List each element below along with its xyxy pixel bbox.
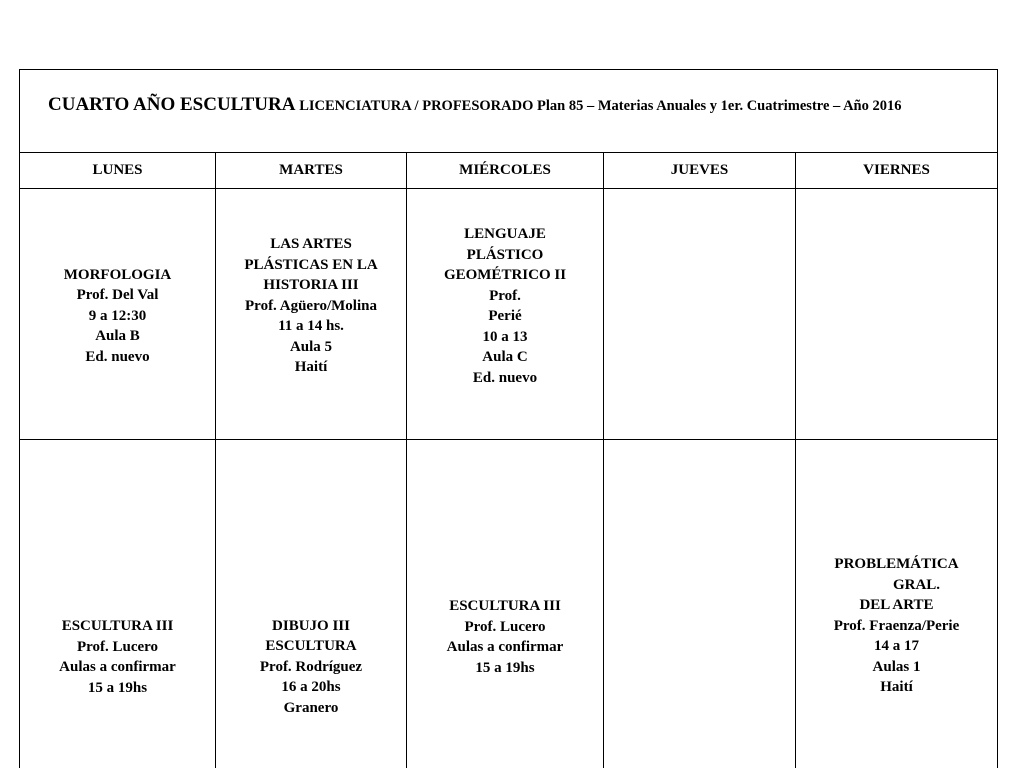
cell-line: Aula 5 <box>289 338 333 355</box>
cell-line: Granero <box>283 699 339 716</box>
cell-line: MORFOLOGIA <box>63 266 172 283</box>
cell-jueves-2 <box>604 440 796 768</box>
day-header-miercoles: MIÉRCOLES <box>407 153 604 189</box>
title-main: CUARTO AÑO ESCULTURA <box>48 94 296 116</box>
cell-miercoles-1 <box>407 189 604 440</box>
cell-line: DIBUJO III <box>272 617 350 634</box>
cell-line: Prof. Fraenza/Perie <box>833 617 960 634</box>
cell-line: HISTORIA III <box>263 277 359 294</box>
cell-miercoles-2 <box>407 440 604 768</box>
cell-line: Haití <box>294 359 328 376</box>
cell-line: PLÁSTICAS EN LA <box>244 256 378 273</box>
cell-martes-1 <box>216 189 407 440</box>
schedule-table <box>19 69 998 768</box>
cell-line: 16 a 20hs <box>281 679 341 696</box>
page-title <box>20 70 998 153</box>
cell-line: Aula B <box>95 328 140 345</box>
cell-line: LAS ARTES <box>270 236 352 253</box>
cell-line: Ed. nuevo <box>472 369 538 386</box>
cell-jueves-1 <box>604 189 796 440</box>
cell-line: Aula C <box>482 349 528 365</box>
day-header-viernes: VIERNES <box>796 153 998 189</box>
cell-viernes-2 <box>796 440 998 768</box>
day-header-martes: MARTES <box>216 153 407 189</box>
cell-line: LENGUAJE <box>464 226 546 242</box>
day-header-jueves: JUEVES <box>604 153 796 189</box>
cell-line: Haití <box>880 679 913 696</box>
cell-line: Prof. Agüero/Molina <box>245 297 377 314</box>
title-row <box>20 70 998 153</box>
cell-line: GRAL. <box>892 576 941 593</box>
cell-line: 15 a 19hs <box>87 679 148 696</box>
cell-line: Prof. <box>489 287 521 304</box>
cell-line: Ed. nuevo <box>85 348 150 365</box>
cell-line: Aulas a confirmar <box>59 659 176 675</box>
day-header-row <box>20 153 998 189</box>
cell-line: 10 a 13 <box>482 328 528 345</box>
cell-line: PROBLEMÁTICA <box>834 556 959 573</box>
title-sub: LICENCIATURA / PROFESORADO Plan 85 – Materias Anuales y 1er. Cuatrimestre – Año 2016 <box>299 98 902 115</box>
cell-line: Perié <box>488 308 522 324</box>
cell-martes-2 <box>216 440 407 768</box>
cell-line: 14 a 17 <box>874 638 919 655</box>
cell-line: Prof. Lucero <box>76 638 159 655</box>
cell-line: Prof. Rodríguez <box>259 658 363 675</box>
cell-line: ESCULTURA III <box>449 598 561 614</box>
day-header-lunes: LUNES <box>20 153 216 189</box>
cell-viernes-1 <box>796 189 998 440</box>
cell-line: ESCULTURA <box>265 638 357 655</box>
cell-line: Aulas 1 <box>872 658 921 675</box>
cell-line: PLÁSTICO <box>466 246 544 263</box>
cell-line: Prof. Del Val <box>76 287 159 304</box>
schedule-row-1 <box>20 189 998 440</box>
cell-line: DEL ARTE <box>859 597 934 614</box>
cell-lunes-1 <box>20 189 216 440</box>
cell-line: Aulas a confirmar <box>446 639 564 655</box>
cell-line: 11 a 14 hs. <box>278 318 344 335</box>
schedule-row-2 <box>20 440 998 768</box>
cell-lunes-2 <box>20 440 216 768</box>
cell-line: ESCULTURA III <box>61 618 174 634</box>
cell-line: GEOMÉTRICO II <box>443 267 567 283</box>
cell-line: 15 a 19hs <box>475 659 535 676</box>
cell-line: 9 a 12:30 <box>88 307 147 324</box>
cell-line: Prof. Lucero <box>464 618 546 635</box>
